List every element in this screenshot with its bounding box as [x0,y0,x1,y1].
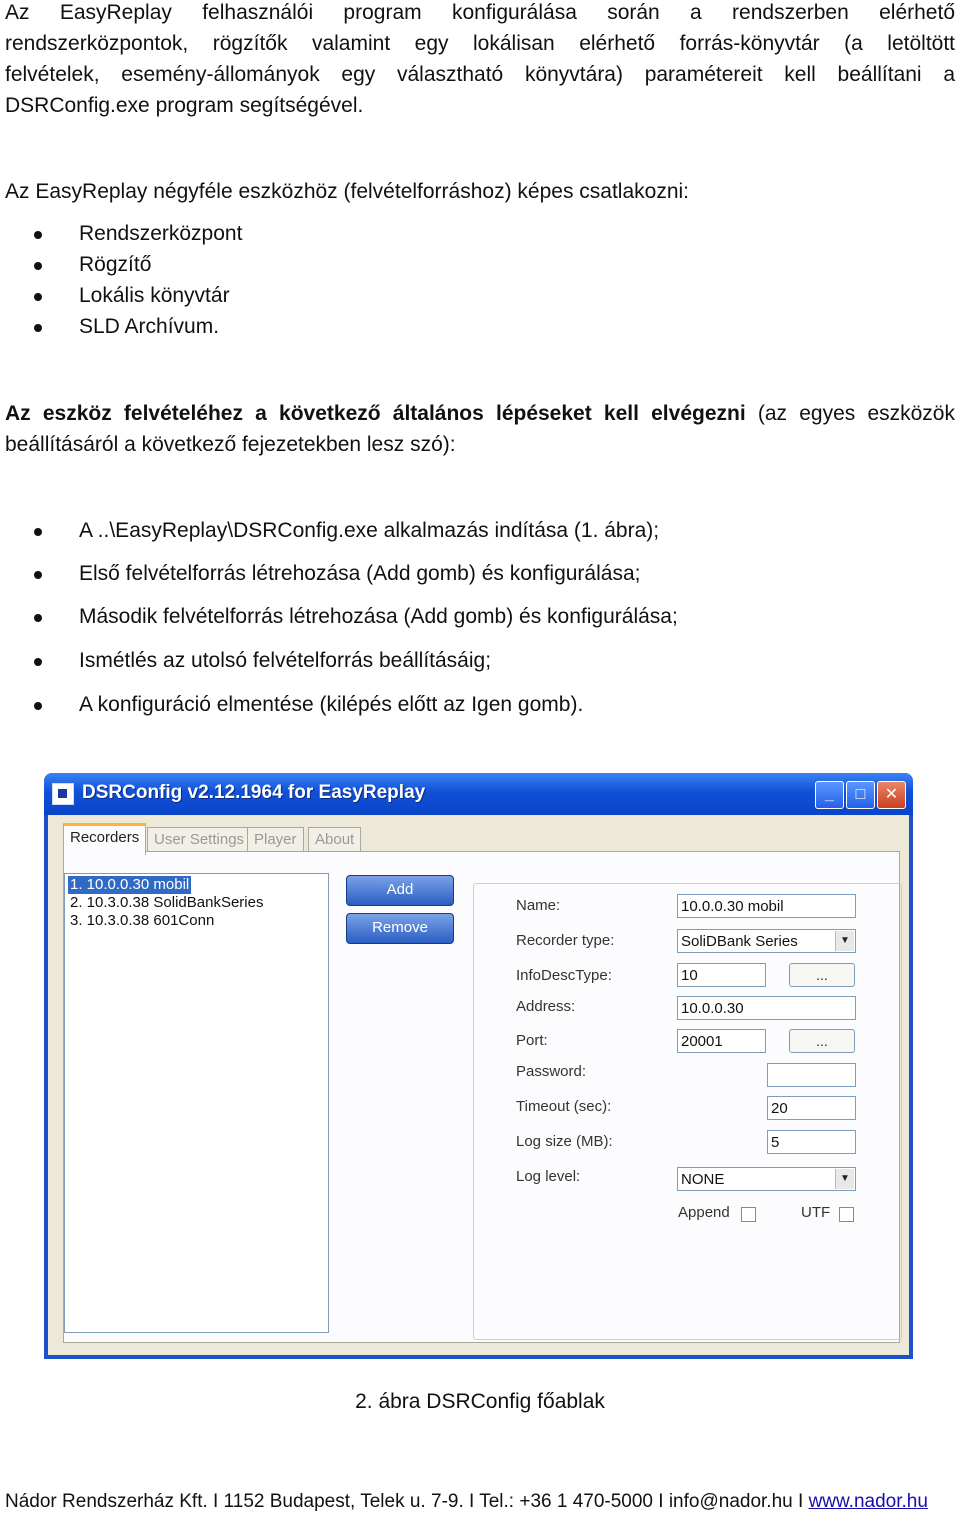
window-client [48,815,909,1355]
log-level-select[interactable] [677,1167,856,1191]
log-size-field[interactable]: 5 [767,1130,856,1154]
steps-intro [5,398,955,460]
timeout-label: Timeout (sec): [516,1098,612,1115]
tab-about[interactable]: About [308,827,361,852]
intro-line: rendszerközpontok, rögzítők valamint egy lokálisan elérhető forrás-könyvtár (a letöltött [5,32,955,55]
recorder-type-label: Recorder type: [516,932,615,949]
tab-player[interactable]: Player [247,827,304,852]
add-button[interactable]: Add [346,875,454,906]
password-field[interactable] [767,1063,856,1087]
bullet-dot [34,702,42,710]
tab-user-settings[interactable]: User Settings [147,827,251,852]
list-item[interactable]: 3. 10.3.0.38 601Conn [70,912,215,929]
app-icon [52,783,74,805]
port-label: Port: [516,1032,548,1049]
dsrconfig-window [44,773,913,1359]
bullet-dot [34,231,42,239]
bullet-dot [34,324,42,332]
steps-intro-bold: Az eszköz felvételéhez a következő általános lépéseket kell elvégezni [5,402,746,425]
figure-caption: 2. ábra DSRConfig főablak [355,1390,605,1413]
infodesc-field[interactable]: 10 [677,963,766,987]
tab-recorders[interactable]: Recorders [63,823,146,855]
utf-label: UTF [801,1204,831,1221]
intro-line: DSRConfig.exe program segítségével. [5,94,364,117]
bullet-dot [34,614,42,622]
title-bar [44,773,913,815]
bullet-dot [34,528,42,536]
infodesc-label: InfoDescType: [516,967,612,984]
bullet-dot [34,658,42,666]
bullet-dot [34,571,42,579]
window-title: DSRConfig v2.12.1964 for EasyReplay [82,782,426,803]
bullet-dot [34,262,42,270]
port-browse-button[interactable]: ... [789,1029,855,1053]
remove-button[interactable]: Remove [346,913,454,944]
bullet-dot [34,293,42,301]
address-label: Address: [516,998,576,1015]
timeout-field[interactable]: 20 [767,1096,856,1120]
list-item[interactable]: 1. 10.0.0.30 mobil [70,876,190,893]
append-label: Append [678,1204,730,1221]
password-label: Password: [516,1063,587,1080]
minimize-button[interactable]: _ [815,781,844,809]
log-level-value: NONE [681,1171,725,1188]
recorder-type-select[interactable] [677,929,856,953]
infodesc-browse-button[interactable]: ... [789,963,855,987]
maximize-button[interactable]: □ [846,781,875,809]
name-field[interactable]: 10.0.0.30 mobil [677,894,856,918]
steps-intro-line2: beállításáról a következő fejezetekben lesz szó): [5,433,456,456]
intro-line: felvételek, esemény-állományok egy választható könyvtára) paramétereit kell beállítani a [5,63,955,86]
list-item[interactable]: 2. 10.3.0.38 SolidBankSeries [70,894,264,911]
intro-paragraph [5,0,955,121]
chevron-down-icon[interactable]: ▼ [835,1169,854,1189]
page-footer [5,1488,928,1516]
intro-line: Az EasyReplay felhasználói program konfigurálása során a rendszerben elérhető [5,1,955,24]
log-level-label: Log level: [516,1168,581,1185]
recorder-type-value: SoliDBank Series [681,933,798,950]
append-checkbox[interactable] [741,1207,756,1222]
log-size-label: Log size (MB): [516,1133,613,1150]
utf-checkbox[interactable] [839,1207,854,1222]
name-label: Name: [516,897,561,914]
chevron-down-icon[interactable]: ▼ [835,931,854,951]
footer-link[interactable]: www.nador.hu [808,1491,928,1512]
steps-intro-rest: (az egyes eszközök [745,402,955,425]
address-field[interactable]: 10.0.0.30 [677,996,856,1020]
devices-intro: Az EasyReplay négyféle eszközhöz (felvételforráshoz) képes csatlakozni: [5,180,689,203]
recorders-list[interactable] [64,873,329,1333]
close-button[interactable]: ✕ [877,781,906,809]
port-field[interactable]: 20001 [677,1029,766,1053]
footer-text: Nádor Rendszerház Kft. I 1152 Budapest, Telek u. 7-9. I Tel.: +36 1 470-5000 I info@nador.hu I [5,1491,809,1512]
